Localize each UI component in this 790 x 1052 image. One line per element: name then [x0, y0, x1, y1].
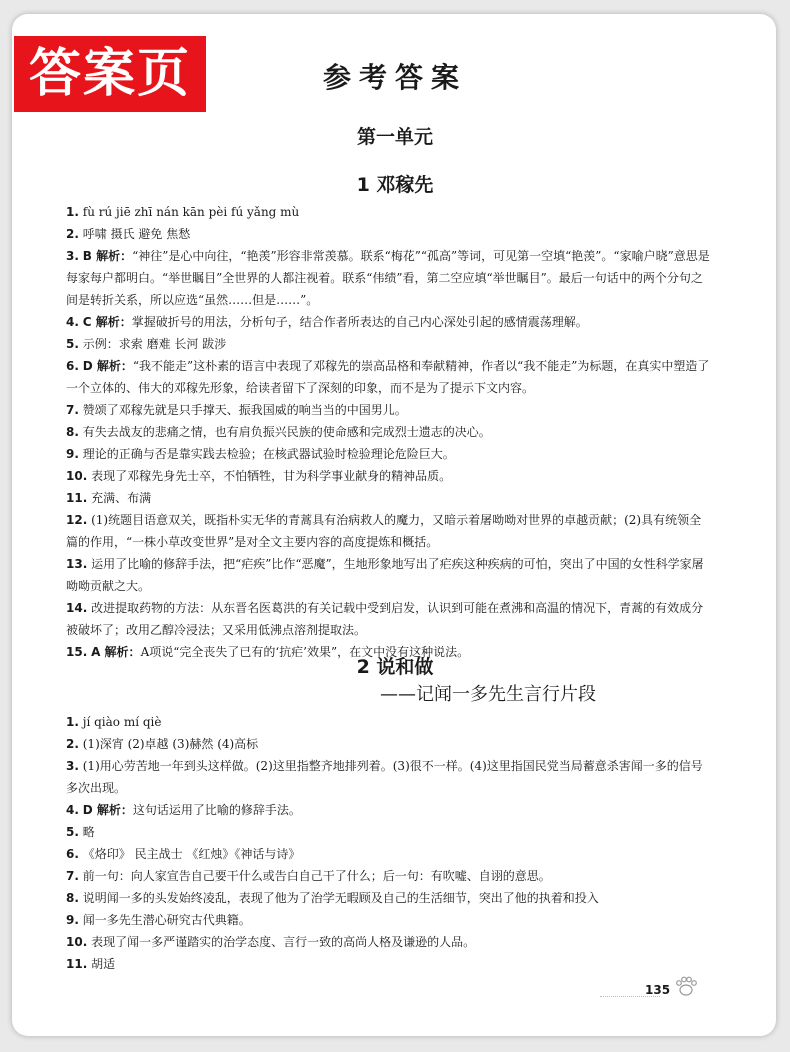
answer-item: 9. 闻一多先生潜心研究古代典籍。	[66, 913, 251, 927]
answer-item: 10. 表现了邓稼先身先士卒，不怕牺牲，甘为科学事业献身的精神品质。	[66, 469, 452, 483]
answer-item: 5. 示例：求索 磨难 长河 跋涉	[66, 337, 227, 351]
answer-item: 3. B 解析：“神往”是心中向往，“艳羡”形容非常羡慕。联系“梅花”“孤高”等词，可见第一空填“艳羡”。“家喻户晓”意思是每家每户都明白。“举世瞩目”全世界的人都注视着。联系“伟绩”看，第二空应填“举世瞩目”。最后一句话中的两个分句之间是转折关系，所以应选“虽然……但是……”。	[66, 249, 710, 307]
answer-item: 7. 赞颂了邓稼先就是只手撑天、振我国威的响当当的中国男儿。	[66, 403, 407, 417]
answer-item: 6. 《烙印》 民主战士 《红烛》《神话与诗》	[66, 847, 301, 861]
answer-item: 7. 前一句：向人家宣告自己要干什么或告白自己干了什么；后一句：有吹嘘、自诩的意思。	[66, 869, 551, 883]
answer-item: 2. (1)深宵 (2)卓越 (3)赫然 (4)高标	[66, 737, 259, 751]
answer-item: 1. jí qiào mí qiè	[66, 715, 162, 729]
page-number: 135	[645, 983, 671, 997]
answer-item: 4. D 解析：这句话运用了比喻的修辞手法。	[66, 803, 301, 817]
unit-title: 第一单元	[356, 126, 433, 148]
answer-item: 2. 呼啸 摄氏 避免 焦愁	[66, 227, 191, 241]
answer-item: 10. 表现了闻一多严谨踏实的治学态度、言行一致的高尚人格及谦逊的人品。	[66, 935, 476, 949]
answer-item: 6. D 解析：“我不能走”这朴素的语言中表现了邓稼先的崇高品格和奉献精神，作者以“我不能走”为标题，在真实中塑造了一个立体的、伟大的邓稼先形象，给读者留下了深刻的印象，而不是为了提示下文内容。	[66, 359, 710, 395]
paw-print-icon	[674, 975, 698, 997]
answer-item: 5. 略	[66, 825, 95, 839]
answer-item: 15. A 解析：A项说“完全丧失了已有的‘抗疟’效果”，在文中没有这种说法。	[66, 645, 470, 659]
answer-item: 12. (1)统题目语意双关，既指朴实无华的青蒿具有治病救人的魔力，又暗示着屠呦呦对世界的卓越贡献；(2)具有统领全篇的作用，“一株小草改变世界”是对全文主要内容的高度提炼和概括。	[66, 513, 702, 549]
answer-item: 9. 理论的正确与否是靠实践去检验；在核武器试验时检验理论危险巨大。	[66, 447, 455, 461]
page-title: 参考答案	[322, 61, 467, 94]
answer-item: 14. 改进提取药物的方法：从东晋名医葛洪的有关记载中受到启发，认识到可能在煮沸和高温的情况下，青蒿的有效成分被破坏了；改用乙醇冷浸法；又采用低沸点溶剂提取法。	[66, 601, 704, 637]
lesson-2-subtitle: ——记闻一多先生言行片段	[380, 684, 596, 705]
answer-item: 1. fù rú jiē zhī nán kān pèi fú yǎng mù	[66, 205, 300, 219]
lesson-1-title: 1 邓稼先	[356, 174, 434, 196]
answer-item: 11. 充满、布满	[66, 491, 152, 505]
answer-item: 8. 说明闻一多的头发始终凌乱，表现了他为了治学无暇顾及自己的生活细节，突出了他的执着和投入	[66, 891, 599, 905]
answer-item: 13. 运用了比喻的修辞手法，把“疟疾”比作“恶魔”，生地形象地写出了疟疾这种疾病的可怕，突出了中国的女性科学家屠呦呦贡献之大。	[66, 557, 704, 593]
answer-item: 11. 胡适	[66, 957, 116, 971]
answer-item: 8. 有失去战友的悲痛之情，也有肩负振兴民族的使命感和完成烈士遗志的决心。	[66, 425, 491, 439]
lesson-2-title: 2 说和做	[356, 656, 434, 678]
answer-item: 4. C 解析：掌握破折号的用法，分析句子，结合作者所表达的自己内心深处引起的感情震荡理解。	[66, 315, 588, 329]
answer-item: 3. (1)用心劳苦地一年到头这样做。(2)这里指整齐地排列着。(3)很不一样。(4)这里指国民党当局蓄意杀害闻一多的信号多次出现。	[66, 759, 703, 795]
answer-page-badge: 答案页	[14, 36, 206, 112]
